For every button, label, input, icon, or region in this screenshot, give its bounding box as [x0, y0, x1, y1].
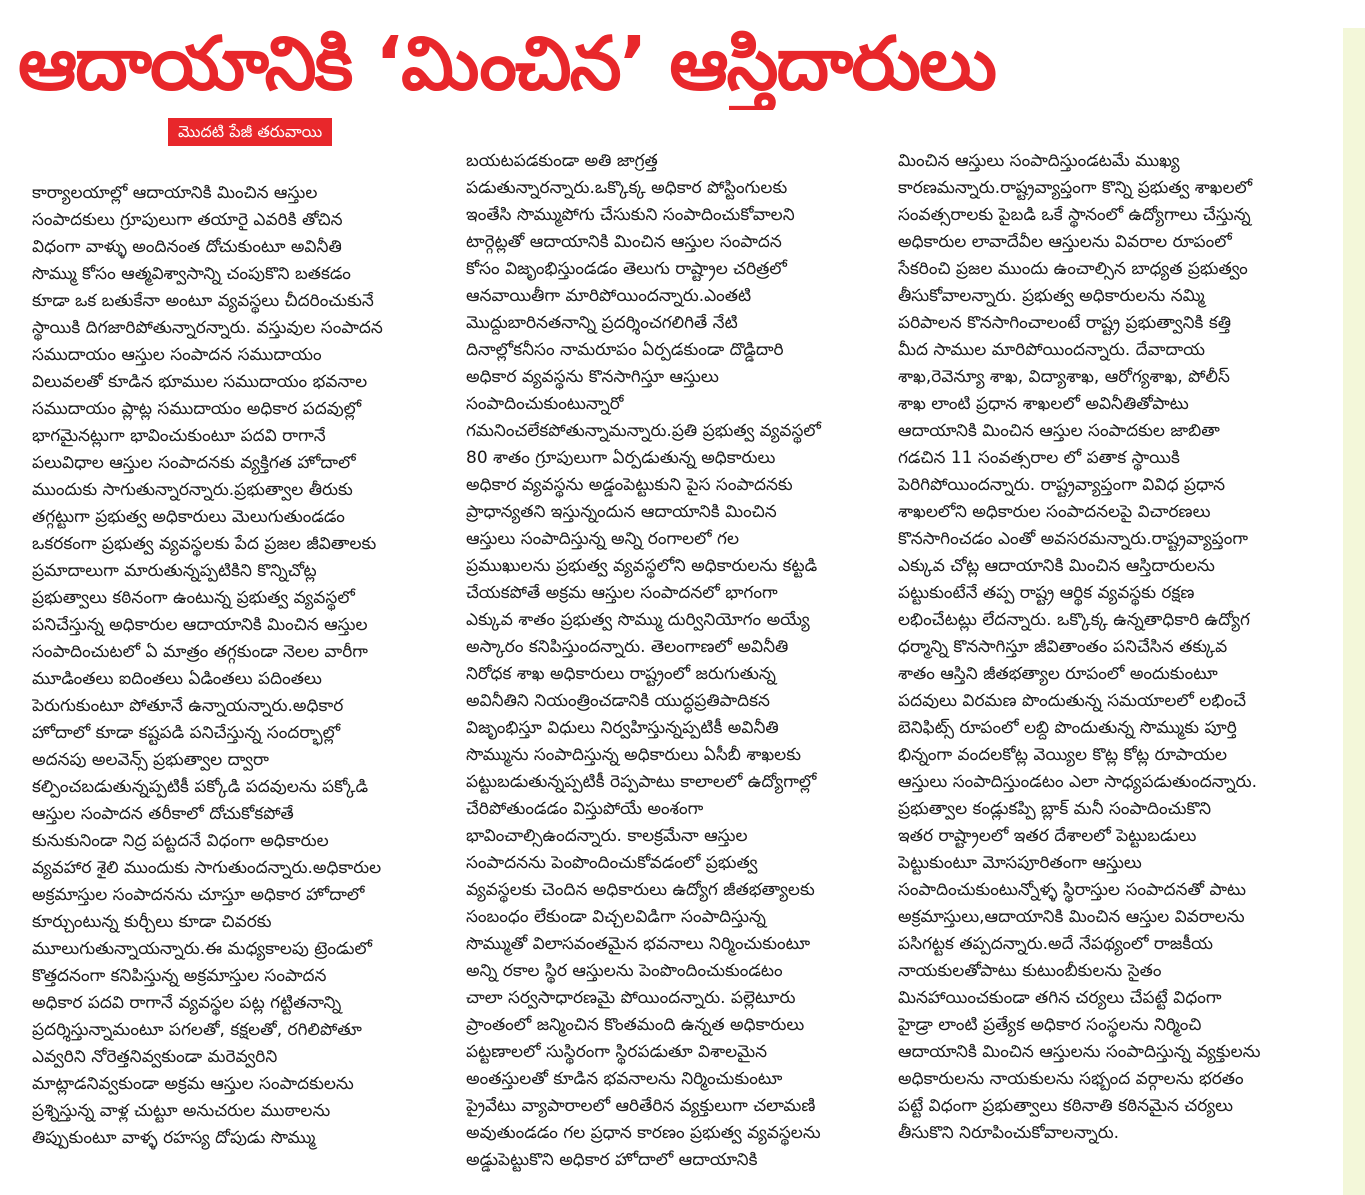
article-text-line: సంపాదనను పెంపొందించుకోవడంలో ప్రభుత్వ [466, 853, 758, 873]
article-text-line: గడచిన 11 సంవత్సరాల లో పతాక స్థాయికి [898, 448, 1180, 468]
article-text-line: సంపాదించుటలో ఏ మాత్రం తగ్గకుండా నెలల వారీగా [32, 642, 368, 662]
article-text-line: ఇతర రాష్ట్రాలలో ఇతర దేశాలలో పెట్టుబడులు [898, 826, 1197, 846]
article-text-line: పసిగట్టక తప్పదన్నారు.అదే నేపథ్యంలో రాజకీయ [898, 934, 1213, 954]
article-text-line: అధికార పదవి రాగానే వ్యవస్థల పట్ల గట్టితనాన్ని [32, 993, 342, 1013]
article-text-line: ఆదాయానికి మించిన ఆస్తుల సంపాదకుల జాబితా [898, 421, 1220, 441]
article-text-line: మొద్దుబారినతనాన్ని ప్రదర్శించగలిగితే నేటి [466, 313, 738, 333]
article-text-line: శాతం ఆస్తిని జీతభత్యాల రూపంలో అందుకుంటూ [898, 664, 1218, 684]
article-text-line: సముదాయం ఆస్తుల సంపాదన సముదాయం [32, 345, 322, 365]
article-text-line: ఆదాయానికి మించిన ఆస్తులను సంపాదిస్తున్న వ్యక్తులను [898, 1042, 1261, 1062]
article-text-line: కొత్తదనంగా కనిపిస్తున్న అక్రమాస్తుల సంపాదన [32, 966, 327, 986]
article-text-line: సంపాదించుకుంటున్నోళ్ళ స్థిరాస్తుల సంపాదనతో పాటు [898, 880, 1247, 900]
article-text-line: సొమ్ము కోసం ఆత్మవిశ్వాసాన్ని చంపుకొని బతకడం [32, 264, 351, 284]
article-text-line: అధికార వ్యవస్థను కొనసాగిస్తూ ఆస్తులు [466, 367, 719, 387]
article-text-line: అధికారులను నాయకులను సభ్బంద వర్గాలను భరతం [898, 1069, 1244, 1089]
article-text-line: చాలా సర్వసాధారణమై పోయిందన్నారు. పల్లెటూరు [466, 988, 796, 1008]
article-text-line: చేరిపోతుండడం విస్తుపోయే అంశంగా [466, 799, 704, 819]
article-text-line: ముందుకు సాగుతున్నారన్నారు.ప్రభుత్వాల తీరుకు [32, 480, 353, 500]
article-text-line: అవుతుండడం గల ప్రధాన కారణం ప్రభుత్వ వ్యవస్థలను [466, 1123, 821, 1143]
article-text-line: వ్యవహార శైలి ముందుకు సాగుతుందన్నారు.అధికారుల [32, 858, 382, 878]
article-text-line: చేయకపోతే అక్రమ ఆస్తుల సంపాదనలో భాగంగా [466, 583, 778, 603]
article-text-line: సంవత్సరాలకు పైబడి ఒకే స్థానంలో ఉద్యోగాలు చేస్తున్న [898, 205, 1251, 225]
article-text-line: దినాల్లోకనీసం నామరూపం ఏర్పడకుండా దొడ్డిదారి [466, 340, 784, 360]
article-text-line: పట్టుబడుతున్నప్పటికీ రెప్పపాటు కాలాలలో ఉద్యోగాల్లో [466, 772, 817, 792]
article-text-line: ప్రాంతంలో జన్మించిన కొంతమంది ఉన్నత అధికారులు [466, 1015, 805, 1035]
article-text-line: నాయకులతోపాటు కుటుంబీకులను సైతం [898, 961, 1162, 981]
article-text-line: కూర్చుంటున్న కుర్చీలు కూడా చివరకు [32, 912, 272, 932]
article-text-line: 80 శాతం గ్రూపులుగా ఏర్పడుతున్న అధికారులు [466, 448, 776, 468]
article-text-line: సేకరించి ప్రజల ముందు ఉంచాల్సిన బాధ్యత ప్రభుత్వం [898, 259, 1248, 279]
article-text-line: సంబంధం లేకుండా విచ్చలవిడిగా సంపాదిస్తున్న [466, 907, 766, 927]
article-text-line: భాగమైనట్లుగా భావించుకుంటూ పదవి రాగానే [32, 426, 326, 446]
article-text-line: ఎక్కువ చోట్ల ఆదాయానికి మించిన ఆస్తిదారులను [898, 556, 1215, 576]
article-text-line: పదవులు విరమణ పొందుతున్న సమయాలలో లభించే [898, 691, 1246, 711]
side-band [1343, 28, 1365, 1195]
article-text-line: ప్రాధాన్యతని ఇస్తున్నందున ఆదాయానికి మించిన [466, 502, 777, 522]
article-text-line: ఇంతేసి సొమ్ముపోగు చేసుకుని సంపాదించుకోవాలని [466, 205, 795, 225]
article-text-line: పట్టే విధంగా ప్రభుత్వాలు కఠినాతి కఠినమైన చర్యలు [898, 1096, 1234, 1116]
article-column-2 [466, 148, 876, 1174]
article-text-line: శాఖ లాంటి ప్రధాన శాఖలలో అవినీతితోపాటు [898, 394, 1189, 414]
article-text-line: పలువిధాల ఆస్తుల సంపాదనకు వ్యక్తిగత హోదాలో [32, 453, 356, 473]
article-text-line: మాట్లాడనివ్వకుండా అక్రమ ఆస్తుల సంపాదకులను [32, 1074, 354, 1094]
article-text-line: సొమ్ముతో విలాసవంతమైన భవనాలు నిర్మించుకుంటూ [466, 934, 811, 954]
article-text-line: గమనించలేకపోతున్నామన్నారు.ప్రతి ప్రభుత్వ వ్యవస్థలో [466, 421, 821, 441]
article-text-line: తీసుకోవాలన్నారు. ప్రభుత్వ అధికారులను నమ్మి [898, 286, 1205, 306]
article-text-line: పడుతున్నారన్నారు.ఒక్కొక్క అధికార పోస్టింగులకు [466, 178, 788, 198]
article-text-line: అధికారుల లావాదేవీల ఆస్తులను వివరాల రూపంలో [898, 232, 1232, 252]
article-text-line: భిన్నంగా వందలకోట్ల వెయ్యిల కొట్ల కోట్ల రూపాయల [898, 745, 1228, 765]
article-text-line: ప్రశ్నిస్తున్న వాళ్ల చుట్టూ అనుచరుల ముఠాలను [32, 1101, 331, 1121]
article-text-line: కూడా ఒక బతుకేనా అంటూ వ్యవస్థలు చీదరించుకునే [32, 291, 374, 311]
article-text-line: అంతస్తులతో కూడిన భవనాలను నిర్మించుకుంటూ [466, 1069, 783, 1089]
article-text-line: ధర్మాన్ని కొనసాగిస్తూ జీవితాంతం పనిచేసిన తక్కువ [898, 637, 1228, 657]
article-text-line: హైడ్రా లాంటి ప్రత్యేక అధికార సంస్థలను నిర్మించి [898, 1015, 1202, 1035]
article-text-line: కార్యాలయాల్లో ఆదాయానికి మించిన ఆస్తుల [32, 183, 318, 203]
article-text-line: శాఖలలోని అధికారుల సంపాదనలపై విచారణలు [898, 502, 1211, 522]
article-text-line: కునుకునిండా నిద్ర పట్టదనే విధంగా అధికారుల [32, 831, 329, 851]
article-text-line: ఆస్తుల సంపాదన తరీకాలో దోచుకోకపోతే [32, 804, 294, 824]
article-text-line: అన్ని రకాల స్థిర ఆస్తులను పెంపొందించుకుండటం [466, 961, 783, 981]
article-text-line: పరిపాలన కొనసాగించాలంటే రాష్ట్ర ప్రభుత్వానికి కత్తి [898, 313, 1232, 333]
article-column-3 [898, 148, 1318, 1147]
article-text-line: ఒకరకంగా ప్రభుత్వ వ్యవస్థలకు పేద ప్రజల జీవితాలకు [32, 534, 377, 554]
article-text-line: సముదాయం ప్లాట్ల సముదాయం అధికార పదవుల్లో [32, 399, 362, 419]
article-text-line: అస్కారం కనిపిస్తుందన్నారు. తెలంగాణలో అవినీతి [466, 637, 789, 657]
article-text-line: సొమ్మును సంపాదిస్తున్న అధికారులు ఏసీబీ శాఖలకు [466, 745, 801, 765]
article-text-line: ప్రమాదాలుగా మారుతున్నప్పటికిని కొన్నిచోట్ల [32, 561, 317, 581]
article-text-line: నిరోధక శాఖ అధికారులు రాష్ట్రంలో జరుగుతున్న [466, 664, 776, 684]
article-text-line: సంపాదించుకుంటున్నారో [466, 394, 624, 414]
article-text-line: భావించాల్సిఉందన్నారు. కాలక్రమేనా ఆస్తుల [466, 826, 748, 846]
article-text-line: ఎవ్వరిని నోరెత్తనివ్వకుండా మరెవ్వరిని [32, 1047, 278, 1067]
article-text-line: శాఖ,రెవెన్యూ శాఖ, విద్యాశాఖ, ఆరోగ్యశాఖ, పోలీస్ [898, 367, 1230, 387]
article-text-line: ఆనవాయితీగా మారిపోయిందన్నారు.ఎంతటి [466, 286, 752, 306]
article-text-line: తీసుకొని నిరూపించుకోవాలన్నారు. [898, 1123, 1120, 1143]
article-text-line: కోసం విజృంభిస్తుండడం తెలుగు రాష్ట్రాల చరిత్రలో [466, 259, 787, 279]
article-text-line: ఎక్కువ శాతం ప్రభుత్వ సొమ్ము దుర్వినియోగం అయ్యే [466, 610, 810, 630]
article-text-line: తగ్గట్టుగా ప్రభుత్వ అధికారులు మెలుగుతుండడం [32, 507, 345, 527]
article-text-line: బెనిఫిట్స్ రూపంలో లబ్ది పొందుతున్న సొమ్ముకు పూర్తి [898, 718, 1237, 738]
article-text-line: స్థాయికి దిగజారిపోతున్నారన్నారు. వస్తువుల సంపాదన [32, 318, 383, 338]
article-column-1 [32, 180, 442, 1152]
article-text-line: పట్టణాలలో సుస్థిరంగా స్థిరపడుతూ విశాలమైన [466, 1042, 768, 1062]
article-text-line: మూడింతలు ఐదింతలు ఏడింతలు పదింతలు [32, 669, 322, 689]
article-text-line: కల్పించబడుతున్నప్పటికీ పక్కోడి పదవులను పక్కోడి [32, 777, 369, 797]
article-text-line: ఆస్తులు సంపాదిస్తుండటం ఎలా సాధ్యపడుతుందన్నారు. [898, 772, 1257, 792]
article-text-line: ప్రభుత్వాలు కఠినంగా ఉంటున్న ప్రభుత్వ వ్యవస్థలో [32, 588, 355, 608]
article-text-line: బయటపడకుండా అతి జాగ్రత్త [466, 151, 658, 171]
article-text-line: ప్రముఖులను ప్రభుత్వ వ్యవస్థలోని అధికారులను కట్టడి [466, 556, 818, 576]
article-text-line: పెట్టుకుంటూ మోసపూరితంగా ఆస్తులు [898, 853, 1142, 873]
headline: ఆదాయానికి ‘మించిన’ ఆస్తిదారులు [18, 21, 995, 107]
article-text-line: అవినీతిని నియంత్రించడానికి యుద్ధప్రతిపాదికన [466, 691, 770, 711]
article-text-line: ప్రైవేటు వ్యాపారాలలో ఆరితేరిన వ్యక్తులుగా చలామణి [466, 1096, 816, 1116]
article-text-line: పెరిగిపోయిందన్నారు. రాష్ట్రవ్యాప్తంగా వివిధ ప్రధాన [898, 475, 1226, 495]
article-text-line: మీద సాముల మారిపోయిందన్నారు. దేవాదాయ [898, 340, 1206, 360]
article-text-line: అక్రమాస్తులు,ఆదాయానికి మించిన ఆస్తుల వివరాలను [898, 907, 1245, 927]
article-text-line: ఆస్తులు సంపాదిస్తున్న అన్ని రంగాలలో గల [466, 529, 740, 549]
article-text-line: విలువలతో కూడిన భూముల సముదాయం భవనాల [32, 372, 368, 392]
article-text-line: వ్యవస్థలకు చెందిన అధికారులు ఉద్యోగ జీతభత్యాలకు [466, 880, 815, 900]
article-text-line: మినహాయించకుండా తగిన చర్యలు చేపట్టే విధంగా [898, 988, 1222, 1008]
article-text-line: లభించేటట్లు లేదన్నారు. ఒక్కొక్క ఉన్నతాధికారి ఉద్యోగ [898, 610, 1250, 630]
article-text-line: విజృంభిస్తూ విధులు నిర్వహిస్తున్నప్పటికీ అవినీతి [466, 718, 779, 738]
article-text-line: మించిన ఆస్తులు సంపాదిస్తుండటమే ముఖ్య [898, 151, 1180, 171]
article-text-line: ప్రదర్శిస్తున్నామంటూ పగలతో, కక్షలతో, రగిలిపోతూ [32, 1020, 362, 1040]
article-text-line: పెరుగుకుంటూ పోతూనే ఉన్నాయన్నారు.అధికార [32, 696, 344, 716]
article-text-line: పనిచేస్తున్న అధికారుల ఆదాయానికి మించిన ఆస్తుల [32, 615, 368, 635]
article-text-line: సంపాదకులు గ్రూపులుగా తయారై ఎవరికి తోచిన [32, 210, 343, 230]
article-text-line: ప్రభుత్వాల కండ్లుకప్పి బ్లాక్ మనీ సంపాదించుకొని [898, 799, 1212, 819]
article-text-line: అక్రమాస్తుల సంపాదనను చూస్తూ అధికార హోదాలో [32, 885, 365, 905]
article-text-line: తిప్పుకుంటూ వాళ్ళ రహస్య దోపుడు సొమ్ము [32, 1128, 316, 1148]
article-text-line: అదనపు అలవెన్స్ ప్రభుత్వాల ద్వారా [32, 750, 269, 770]
article-text-line: కారణమన్నారు.రాష్ట్రవ్యాప్తంగా కొన్ని ప్రభుత్వ శాఖలలో [898, 178, 1253, 198]
article-text-line: పట్టుకుంటేనే తప్ప రాష్ట్ర ఆర్థిక వ్యవస్థకు రక్షణ [898, 583, 1195, 603]
article-text-line: హోదాలో కూడా కష్టపడి పనిచేస్తున్న సందర్భాల్లో [32, 723, 341, 743]
article-text-line: టార్గెట్లతో ఆదాయానికి మించిన ఆస్తుల సంపాదన [466, 232, 782, 252]
continued-from-front-page-label: మొదటి పేజీ తరువాయి [168, 118, 332, 146]
article-text-line: అడ్డుపెట్టుకొని అధికార హోదాలో ఆదాయానికి [466, 1150, 758, 1170]
article-text-line: విధంగా వాళ్ళు అందినంత దోచుకుంటూ అవినీతి [32, 237, 342, 257]
article-text-line: కొనసాగించడం ఎంతో అవసరమన్నారు.రాష్ట్రవ్యాప్తంగా [898, 529, 1248, 549]
article-text-line: అధికార వ్యవస్థను అడ్డంపెట్టుకుని పైస సంపాదనకు [466, 475, 793, 495]
article-text-line: మూలుగుతున్నాయన్నారు.ఈ మధ్యకాలపు ట్రెండులో [32, 939, 372, 959]
